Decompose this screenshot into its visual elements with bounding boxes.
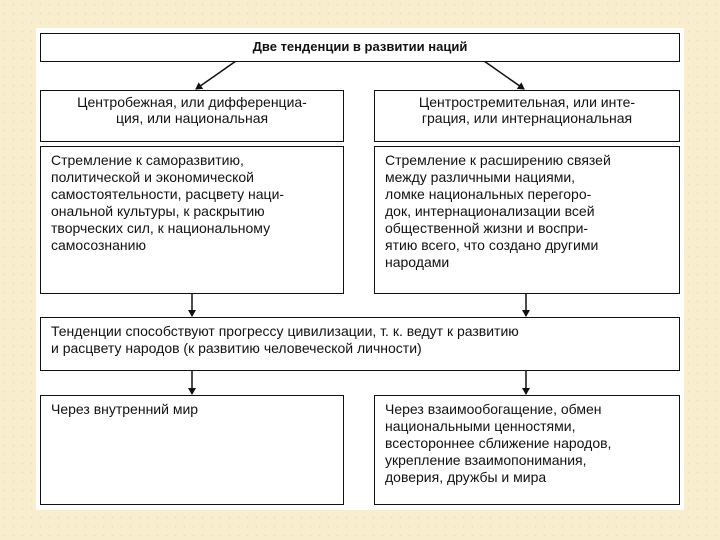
bottom-left-box xyxy=(40,395,344,505)
middle-line: Тенденции способствуют прогрессу цивилизации, т. к. ведут к развитию xyxy=(51,323,519,339)
right-header-line: Центростремительная, или инте- xyxy=(418,94,636,110)
diagram-panel xyxy=(36,28,684,510)
bottom-right-line: Через взаимообогащение, обмен xyxy=(385,401,602,417)
bottom-right-box xyxy=(374,395,680,505)
left-body-line: творческих сил, к национальному xyxy=(51,220,271,236)
left-body-line: самостоятельности, расцвету наци- xyxy=(51,186,285,202)
arrow-title-to-right xyxy=(484,61,524,89)
left-body-line: политической и экономической xyxy=(51,169,254,185)
right-body-box xyxy=(374,146,680,294)
right-body-line: общественной жизни и воспри- xyxy=(385,220,589,236)
left-body-line: самосознанию xyxy=(51,237,146,253)
right-body-line: между различными нациями, xyxy=(385,169,576,185)
arrow-title-to-left xyxy=(196,61,236,89)
diagram-title xyxy=(40,33,680,62)
middle-conclusion-box xyxy=(40,317,680,371)
left-header-box xyxy=(40,90,344,142)
right-body-line: ятию всего, что создано другими xyxy=(385,237,599,253)
right-body-line: Стремление к расширению связей xyxy=(385,152,611,168)
left-body-line: Стремление к саморазвитию, xyxy=(51,152,244,168)
right-header-line: грация, или интернациональная xyxy=(421,110,633,126)
right-header-box xyxy=(374,90,680,142)
left-header-line: ция, или национальная xyxy=(115,110,269,126)
bottom-left-line: Через внутренний мир xyxy=(51,401,199,417)
right-body-line: ломке национальных перегоро- xyxy=(385,186,592,202)
bottom-right-line: национальными ценностями, xyxy=(385,418,576,434)
bottom-right-line: доверия, дружбы и мира xyxy=(385,469,547,485)
left-body-line: ональной культуры, к раскрытию xyxy=(51,203,265,219)
right-body-line: док, интернационализации всей xyxy=(385,203,595,219)
bottom-right-line: всестороннее сближение народов, xyxy=(385,435,612,451)
bottom-right-line: укрепление взаимопонимания, xyxy=(385,452,587,468)
left-header-line: Центробежная, или дифференциа- xyxy=(77,94,307,110)
left-body-box xyxy=(40,146,344,294)
middle-line: и расцвету народов (к развитию человеческой личности) xyxy=(51,340,422,356)
diagram-title-text: Две тенденции в развитии наций xyxy=(252,39,468,54)
right-body-line: народами xyxy=(385,254,450,270)
